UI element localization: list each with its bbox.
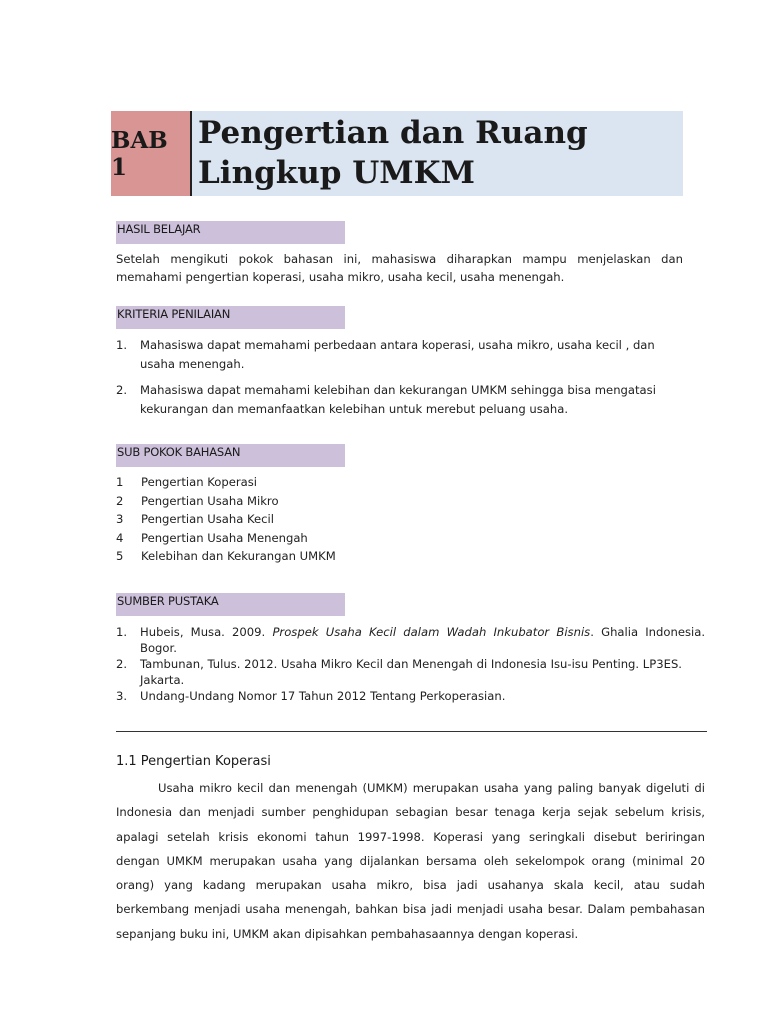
chapter-title-line2: Lingkup UMKM	[198, 155, 475, 191]
list-item-text: Pengertian Usaha Menengah	[141, 530, 308, 545]
list-item-text: Pengertian Koperasi	[141, 475, 257, 489]
list-item	[116, 336, 664, 373]
hasil-belajar-line2: memahami pengertian koperasi, usaha mikro, usaha kecil, usaha menengah.	[116, 270, 565, 284]
list-item-number: 2.	[116, 383, 128, 397]
paragraph-line: orang) yang kadang merupakan usaha mikro, bisa jadi usahanya skala kecil, atau sudah	[116, 878, 705, 893]
list-item-text: Tambunan, Tulus. 2012. Usaha Mikro Kecil dan Menengah di Indonesia Isu-isu Penting. LP3ES. Jakarta.	[140, 657, 682, 687]
list-item	[116, 492, 336, 511]
list-item-text: Undang-Undang Nomor 17 Tahun 2012 Tentang Perkoperasian.	[140, 689, 506, 703]
pustaka-list	[116, 624, 705, 704]
paragraph-line: sepanjang buku ini, UMKM akan dipisahkan pembahasaannya dengan koperasi.	[116, 926, 579, 941]
paragraph-line: dengan UMKM merupakan usaha yang dijalankan bersama oleh sekelompok orang (minimal 20	[116, 853, 705, 868]
chapter-header	[111, 111, 683, 196]
list-item	[116, 510, 336, 529]
list-item-text: Pengertian Usaha Kecil	[141, 512, 274, 526]
paragraph-line: berkembang menjadi usaha menengah, bahkan bisa jadi menjadi usaha besar. Dalam pembahasan	[116, 902, 705, 917]
list-item	[116, 688, 705, 704]
list-item-number: 2	[116, 493, 124, 508]
list-item	[116, 624, 705, 656]
hasil-belajar-line1: Setelah mengikuti pokok bahasan ini, mahasiswa diharapkan mampu menjelaskan dan	[116, 252, 683, 266]
list-item	[116, 656, 705, 688]
section-heading-hasil-belajar: HASIL BELAJAR	[116, 221, 345, 244]
sub-pokok-list	[116, 473, 336, 566]
paragraph-line: apalagi setelah krisis ekonomi tahun 1997-1998. Koperasi yang seringkali disebut beriringan	[116, 829, 705, 844]
paragraph-line: Usaha mikro kecil dan menengah (UMKM) merupakan usaha yang paling banyak digeluti di	[158, 781, 705, 795]
list-item	[116, 547, 336, 566]
chapter-label: BAB 1	[111, 111, 190, 196]
paragraph-line: Indonesia dan menjadi sumber penghidupan sebagian besar tenaga kerja sejak sebelum krisis,	[116, 805, 705, 820]
list-item-number: 3	[116, 512, 124, 526]
list-item-text: Mahasiswa dapat memahami kelebihan dan kekurangan UMKM sehingga bisa mengatasi kekurangan dan memanfaatkan kelebihan untuk merebut peluang usaha.	[140, 383, 656, 416]
reference-author: Hubeis, Musa. 2009.	[140, 625, 273, 639]
chapter-title-box	[192, 111, 683, 196]
list-item	[116, 381, 664, 418]
list-item-number: 1.	[116, 338, 128, 352]
reference-publisher: . Ghalia Indonesia. Bogor.	[140, 625, 706, 655]
list-item-text: Mahasiswa dapat memahami perbedaan antara koperasi, usaha mikro, usaha kecil , dan usaha menengah.	[140, 338, 655, 371]
body-paragraph	[116, 776, 705, 946]
list-item-number: 4	[116, 530, 124, 545]
list-item-number: 3.	[116, 689, 128, 703]
list-item-number: 5	[116, 549, 124, 563]
kriteria-list	[116, 336, 664, 418]
chapter-title-line1: Pengertian dan Ruang	[198, 115, 588, 151]
section-title-1-1: 1.1 Pengertian Koperasi	[116, 754, 271, 769]
list-item-number: 2.	[116, 657, 128, 671]
section-heading-sub-pokok: SUB POKOK BAHASAN	[116, 444, 345, 467]
list-item-text: Pengertian Usaha Mikro	[141, 493, 279, 508]
list-item	[116, 473, 336, 492]
reference-title: Prospek Usaha Kecil dalam Wadah Inkubator Bisnis	[272, 625, 591, 639]
section-heading-pustaka: SUMBER PUSTAKA	[116, 593, 345, 616]
list-item-text: Kelebihan dan Kekurangan UMKM	[141, 549, 336, 563]
list-item-number: 1.	[116, 625, 128, 639]
section-heading-kriteria: KRITERIA PENILAIAN	[116, 306, 345, 329]
list-item	[116, 529, 336, 548]
chapter-title	[198, 113, 588, 193]
list-item-number: 1	[116, 475, 124, 489]
horizontal-divider	[116, 731, 707, 732]
